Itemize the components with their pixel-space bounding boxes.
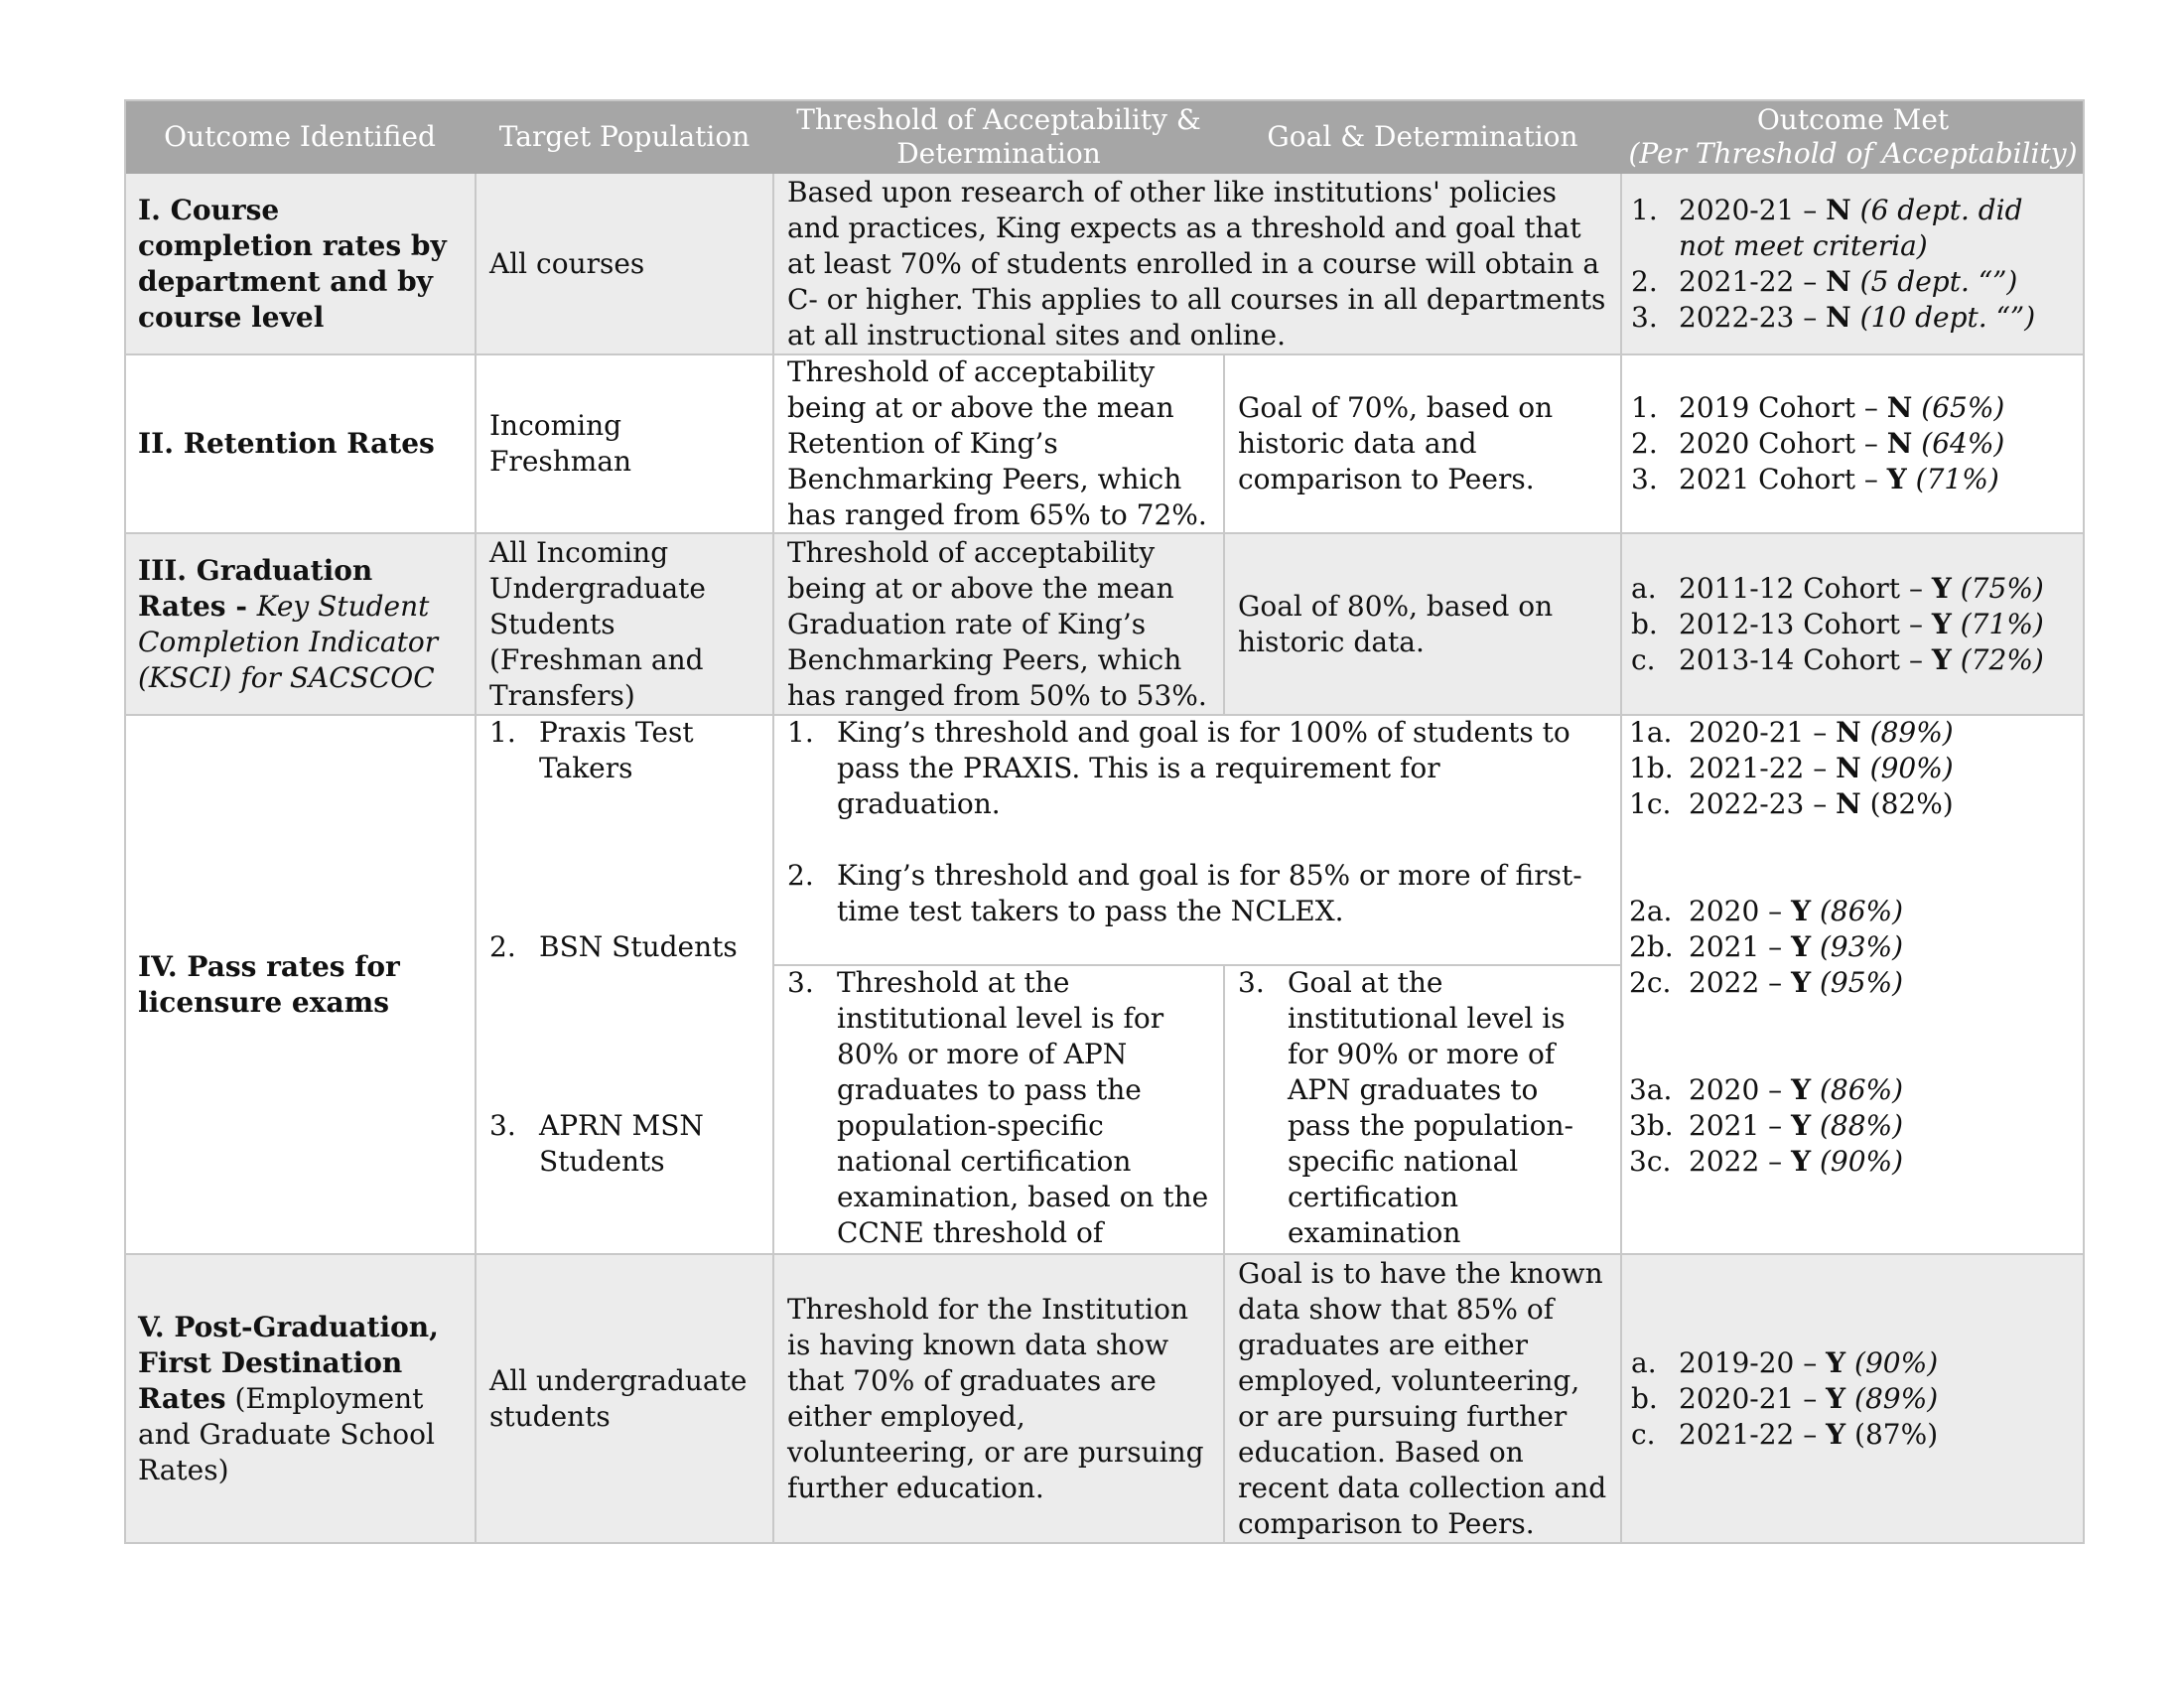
threshold-item: 3. Threshold at the institutional level is for 80% or more of APN graduates to pass the population-specific national certification examination, based on the CCNE threshold of — [787, 966, 1209, 1249]
status-flag: Y — [1791, 966, 1812, 999]
row5-population-text: All undergraduate students — [489, 1364, 748, 1433]
met-list-item: c. 2013-14 Cohort – Y (72%) — [1631, 642, 2044, 676]
status-flag: Y — [1886, 463, 1907, 495]
status-flag: Y — [1791, 930, 1812, 963]
status-flag: Y — [1826, 1418, 1846, 1451]
met-list-item: 2. 2021-22 – N (5 dept. “”) — [1631, 265, 2018, 298]
met-list-item: 3c. 2022 – Y (90%) — [1629, 1145, 1904, 1178]
status-flag: N — [1826, 194, 1851, 226]
header-threshold: Threshold of Acceptability & Determination — [796, 102, 1201, 170]
status-flag: Y — [1791, 895, 1812, 927]
met-list-item: 3. 2021 Cohort – Y (71%) — [1631, 463, 1999, 495]
status-flag: Y — [1791, 1145, 1812, 1178]
met-list-item: 1. 2019 Cohort – N (65%) — [1631, 391, 2005, 424]
row5-goal-text: Goal is to have the known data show that 85% of graduates are either employed, volunteering, or are pursuing further education. Based on recent data collection and comparison to Peers. — [1238, 1257, 1607, 1540]
met-list-item: 1a. 2020-21 – N (89%) — [1629, 716, 1954, 749]
met-list-item: 2b. 2021 – Y (93%) — [1629, 930, 1904, 963]
status-flag: N — [1836, 716, 1861, 749]
header-met: Outcome Met — [1756, 102, 1950, 136]
row1-population-text: All courses — [489, 247, 645, 280]
status-flag: Y — [1791, 1073, 1812, 1106]
met-list-item: a. 2019-20 – Y (90%) — [1631, 1346, 1939, 1379]
row-divider — [773, 964, 1621, 966]
row-divider — [124, 1253, 2085, 1255]
row1-outcome-text: I. Course completion rates by department and by course level — [138, 194, 447, 334]
row3-threshold-text: Threshold of acceptability being at or above the mean Graduation rate of King’s Benchmarking Peers, which has ranged from 50% to 53%. — [787, 535, 1207, 712]
row5-outcome-subtitle: (Employment and Graduate School Rates) — [138, 1382, 435, 1486]
met-list-item: 2. 2020 Cohort – N (64%) — [1631, 427, 2005, 460]
population-item: 2. BSN Students — [489, 930, 738, 963]
row4-outcome-text: IV. Pass rates for licensure exams — [138, 949, 400, 1019]
row-divider — [124, 353, 2085, 355]
column-divider — [475, 174, 477, 1544]
row3-outcome-subtitle: Key Student Completion Indicator (KSCI) for SACSCOC — [138, 589, 439, 694]
met-list-item: 1b. 2021-22 – N (90%) — [1629, 752, 1954, 784]
status-flag: N — [1826, 301, 1851, 334]
row-divider — [124, 532, 2085, 534]
status-flag: N — [1886, 391, 1913, 424]
threshold-goal-item: 2. King’s threshold and goal is for 85% or more of first-time test takers to pass the NCLEX. — [787, 859, 1582, 927]
met-list-item: c. 2021-22 – Y (87%) — [1631, 1418, 1939, 1451]
row2-goal-text: Goal of 70%, based on historic data and comparison to Peers. — [1238, 391, 1554, 495]
goal-item: 3. Goal at the institutional level is for 90% or more of APN graduates to pass the population-specific national certification examination — [1238, 966, 1573, 1249]
header-goal: Goal & Determination — [1267, 119, 1578, 153]
met-list-item: 3a. 2020 – Y (86%) — [1629, 1073, 1904, 1106]
row2-population-text: Incoming Freshman — [489, 409, 632, 478]
row3-population-text: All Incoming Undergraduate Students (Freshman and Transfers) — [489, 535, 706, 712]
table-border — [124, 99, 2085, 1544]
status-flag: Y — [1826, 1346, 1846, 1379]
met-list-item: b. 2020-21 – Y (89%) — [1631, 1382, 1939, 1415]
status-flag: Y — [1791, 1109, 1812, 1142]
met-list-item: 2a. 2020 – Y (86%) — [1629, 895, 1904, 927]
met-list-item: 3. 2022-23 – N (10 dept. “”) — [1631, 301, 2036, 334]
status-flag: N — [1826, 265, 1851, 298]
met-list-item: 3b. 2021 – Y (88%) — [1629, 1109, 1904, 1142]
column-divider — [1223, 965, 1225, 1544]
status-flag: N — [1886, 427, 1913, 460]
met-list-item: 2c. 2022 – Y (95%) — [1629, 966, 1904, 999]
status-flag: Y — [1931, 571, 1952, 605]
header-outcome: Outcome Identified — [164, 119, 436, 153]
status-flag: N — [1836, 787, 1861, 820]
status-flag: Y — [1826, 1382, 1846, 1415]
header-met-note: (Per Threshold of Acceptability) — [1628, 136, 2078, 170]
row2-outcome-text: II. Retention Rates — [138, 427, 435, 460]
population-item: 3. APRN MSN Students — [489, 1109, 704, 1178]
status-flag: N — [1836, 752, 1861, 784]
status-flag: Y — [1931, 642, 1952, 676]
met-list-item: a. 2011-12 Cohort – Y (75%) — [1631, 571, 2044, 605]
met-list-item: 1. 2020-21 – N (6 dept. did not meet criteria) — [1631, 194, 2023, 262]
header-population: Target Population — [498, 119, 751, 153]
met-list-item: 1c. 2022-23 – N (82%) — [1629, 787, 1954, 820]
status-flag: Y — [1931, 607, 1952, 640]
column-divider — [1620, 174, 1622, 1544]
threshold-goal-item: 1. King’s threshold and goal is for 100% of students to pass the PRAXIS. This is a requirement for graduation. — [787, 716, 1570, 820]
row2-threshold-text: Threshold of acceptability being at or above the mean Retention of King’s Benchmarking Peers, which has ranged from 65% to 72%. — [787, 355, 1207, 531]
row1-threshold-goal-text: Based upon research of other like institutions' policies and practices, King expects as a threshold and goal that at least 70% of students enrolled in a course will obtain a C- or higher. This applies to all courses in all departments at all instructional sites and online. — [787, 176, 1606, 352]
row3-goal-text: Goal of 80%, based on historic data. — [1238, 589, 1554, 658]
column-divider — [1223, 354, 1225, 715]
column-divider — [772, 174, 774, 1544]
row-divider — [124, 714, 2085, 716]
met-list-item: b. 2012-13 Cohort – Y (71%) — [1631, 607, 2044, 640]
row5-outcome-title: V. Post-Graduation, First Destination Rates — [138, 1311, 439, 1415]
row5-threshold-text: Threshold for the Institution is having known data show that 70% of graduates are either employed, volunteering, or are pursuing further education. — [787, 1293, 1204, 1504]
row3-outcome-title: III. Graduation Rates - — [138, 553, 373, 623]
population-item: 1. Praxis Test Takers — [489, 716, 694, 784]
